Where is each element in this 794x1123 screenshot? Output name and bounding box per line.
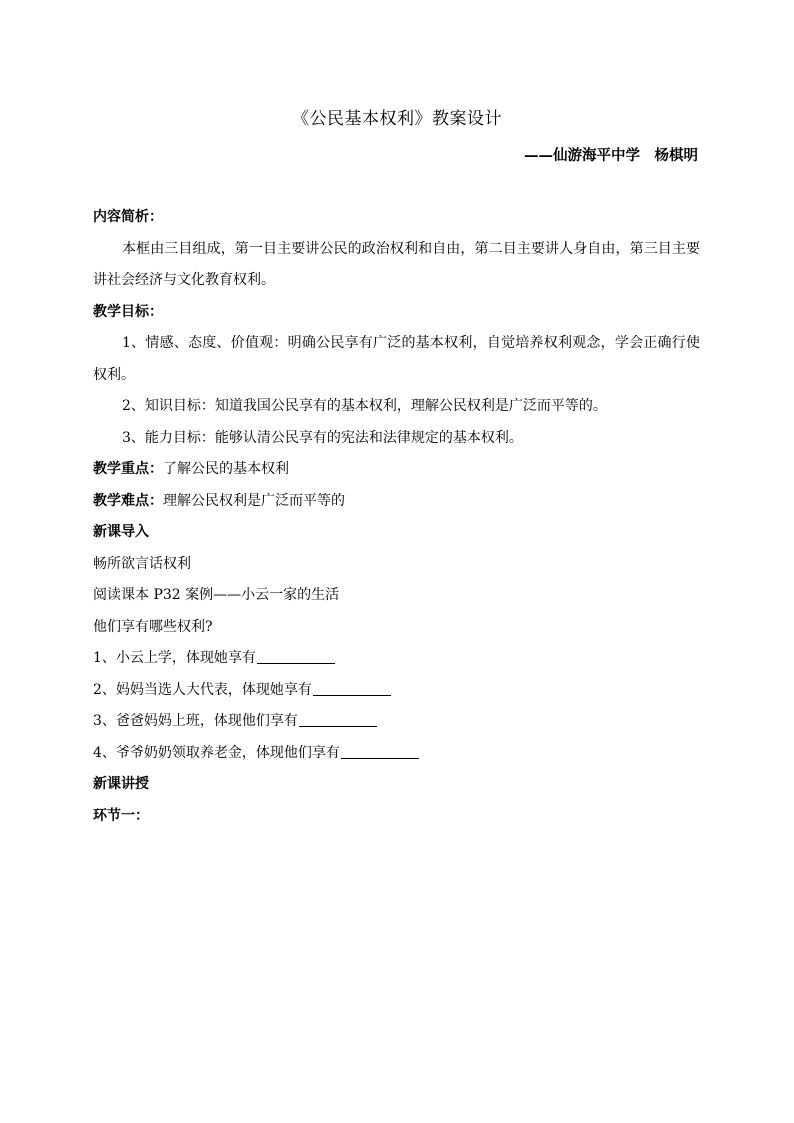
question-3-text: 3、爸爸妈妈上班，体现他们享有 xyxy=(93,713,298,729)
intro-heading: 新课导入 xyxy=(93,524,149,540)
answer-blank-1 xyxy=(257,649,335,664)
author-byline: ——仙游海平中学 杨棋明 xyxy=(524,147,698,164)
goals-heading: 教学目标： xyxy=(93,303,163,320)
question-1-text: 1、小云上学，体现她享有 xyxy=(93,650,256,666)
intro-line-2: 阅读课本 P32 案例——小云一家的生活 xyxy=(93,587,340,603)
lecture-heading: 新课讲授 xyxy=(93,776,149,792)
key-point-label: 教学重点： xyxy=(93,461,163,477)
question-1 xyxy=(93,643,700,675)
goal-item-2: 2、知识目标：知道我国公民享有的基本权利，理解公民权利是广泛而平等的。 xyxy=(122,398,607,414)
answer-blank-2 xyxy=(313,681,391,696)
step-1-heading: 环节一： xyxy=(93,807,149,824)
difficulty-label: 教学难点： xyxy=(93,492,163,509)
question-2-text: 2、妈妈当选人大代表，体现她享有 xyxy=(93,681,312,698)
question-4-text: 4、爷爷奶奶领取养老金，体现他们享有 xyxy=(93,744,340,761)
key-point-text: 了解公民的基本权利 xyxy=(163,461,289,477)
document-title: 《公民基本权利》教案设计 xyxy=(292,109,502,129)
content-heading: 内容简析： xyxy=(93,209,163,225)
question-4 xyxy=(93,738,700,770)
answer-blank-4 xyxy=(341,744,419,759)
question-3 xyxy=(93,706,700,738)
difficulty-line xyxy=(93,486,700,518)
document-body xyxy=(93,202,700,832)
content-paragraph: 本框由三目组成，第一目主要讲公民的政治权利和自由，第二目主要讲人身自由，第三目主要讲社会经济与文化教育权利。 xyxy=(93,240,700,288)
goal-item-3: 3、能力目标：能够认清公民享有的宪法和法律规定的基本权利。 xyxy=(122,429,523,446)
question-2 xyxy=(93,675,700,707)
intro-line-1: 畅所欲言话权利 xyxy=(93,555,191,572)
answer-blank-3 xyxy=(299,712,377,727)
key-point-line xyxy=(93,454,700,486)
goal-item-1: 1、情感、态度、价值观：明确公民享有广泛的基本权利，自觉培养权利观念，学会正确行使权利。 xyxy=(93,335,700,383)
intro-line-3: 他们享有哪些权利? xyxy=(93,618,213,635)
difficulty-text: 理解公民权利是广泛而平等的 xyxy=(163,492,345,509)
